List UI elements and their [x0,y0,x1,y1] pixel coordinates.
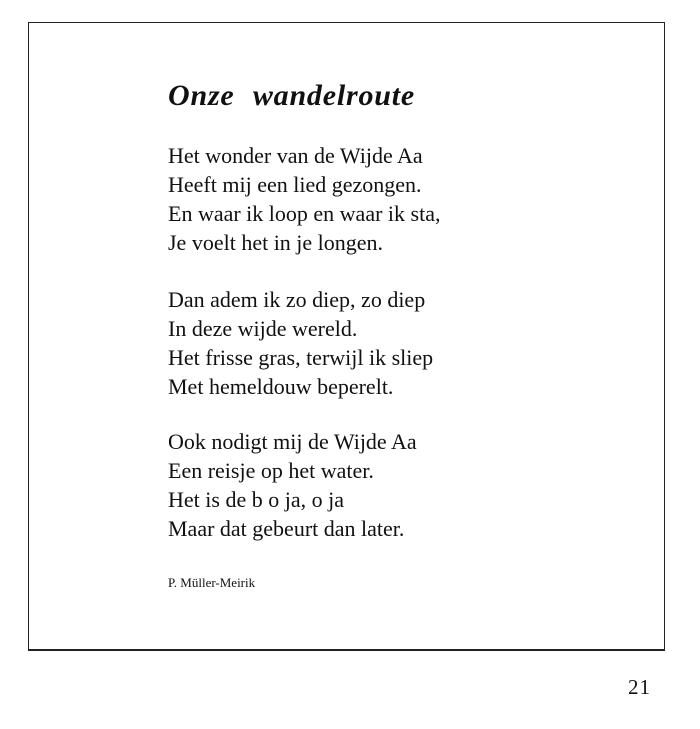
poem-line: Het is de b o ja, o ja [168,487,344,512]
poem-line: Het wonder van de Wijde Aa [168,143,423,168]
stanza-2 [168,285,433,401]
poem-title: Onze wandelroute [168,79,415,112]
page-number: 21 [628,675,651,699]
poem-line: Met hemeldouw beperelt. [168,374,394,399]
poem-line: Je voelt het in je longen. [168,230,384,255]
poem-line: Een reisje op het water. [168,458,374,483]
poem-line: Heeft mij een lied gezongen. [168,172,422,197]
poem-line: Dan adem ik zo diep, zo diep [168,287,426,312]
poem-line: En waar ik loop en waar ik sta, [168,201,441,226]
stanza-3 [168,427,417,543]
stanza-1 [168,141,440,257]
poem-line: In deze wijde wereld. [168,316,358,341]
poem-line: Ook nodigt mij de Wijde Aa [168,429,417,454]
poem-line: Het frisse gras, terwijl ik sliep [168,345,434,370]
poem-author: P. Müller-Meirik [168,575,256,590]
poem-line: Maar dat gebeurt dan later. [168,516,405,541]
